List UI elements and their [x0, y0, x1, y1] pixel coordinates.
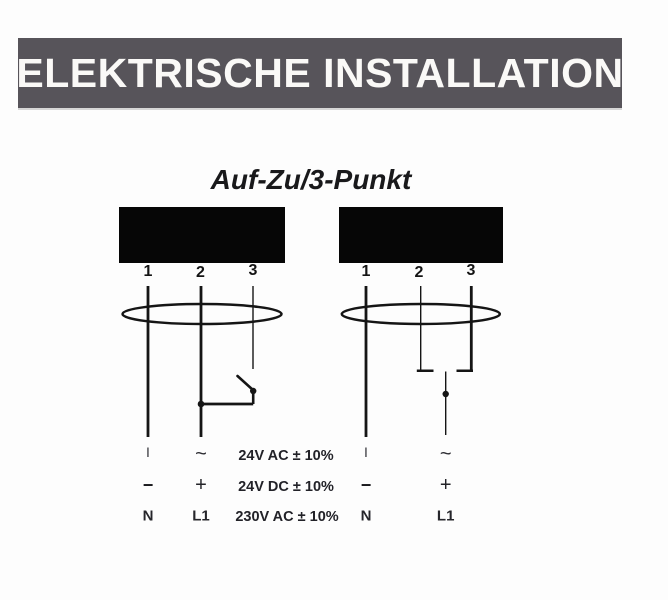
voltage-24vdc: 24V DC ± 10%	[238, 478, 334, 495]
plus-symbol-left: +	[195, 474, 207, 496]
terminal-2-right: 2	[414, 264, 424, 281]
minus-symbol-left: −	[142, 475, 154, 495]
section-banner-title: ELEKTRISCHE INSTALLATION	[16, 49, 624, 96]
ac-tilde-symbol-left: ~	[195, 443, 207, 465]
terminal-2-left: 2	[196, 264, 205, 281]
line-l1-label-left: L1	[192, 507, 210, 525]
terminal-3-right: 3	[466, 262, 476, 279]
minus-symbol-right: −	[360, 475, 372, 495]
plus-symbol-right: +	[439, 474, 452, 496]
phase-i-symbol-right: I	[364, 444, 368, 460]
diagram-title: Auf-Zu/3-Punkt	[210, 164, 412, 195]
voltage-24vac: 24V AC ± 10%	[238, 447, 334, 464]
actuator-box-right	[339, 207, 503, 263]
terminal-1-left: 1	[143, 263, 153, 280]
voltage-230vac: 230V AC ± 10%	[235, 508, 339, 525]
switch-blade-left	[238, 376, 254, 390]
switch-pivot-dot-right	[443, 391, 449, 397]
ac-tilde-symbol-right: ~	[439, 443, 452, 465]
terminal-3-left: 3	[248, 262, 258, 279]
phase-i-symbol-left: I	[146, 444, 150, 460]
actuator-box-left	[119, 207, 285, 263]
neutral-label-right: N	[360, 507, 372, 525]
junction-dot-left	[198, 401, 205, 408]
line-l1-label-right: L1	[436, 507, 455, 525]
neutral-label-left: N	[142, 507, 154, 525]
terminal-1-right: 1	[361, 263, 371, 280]
